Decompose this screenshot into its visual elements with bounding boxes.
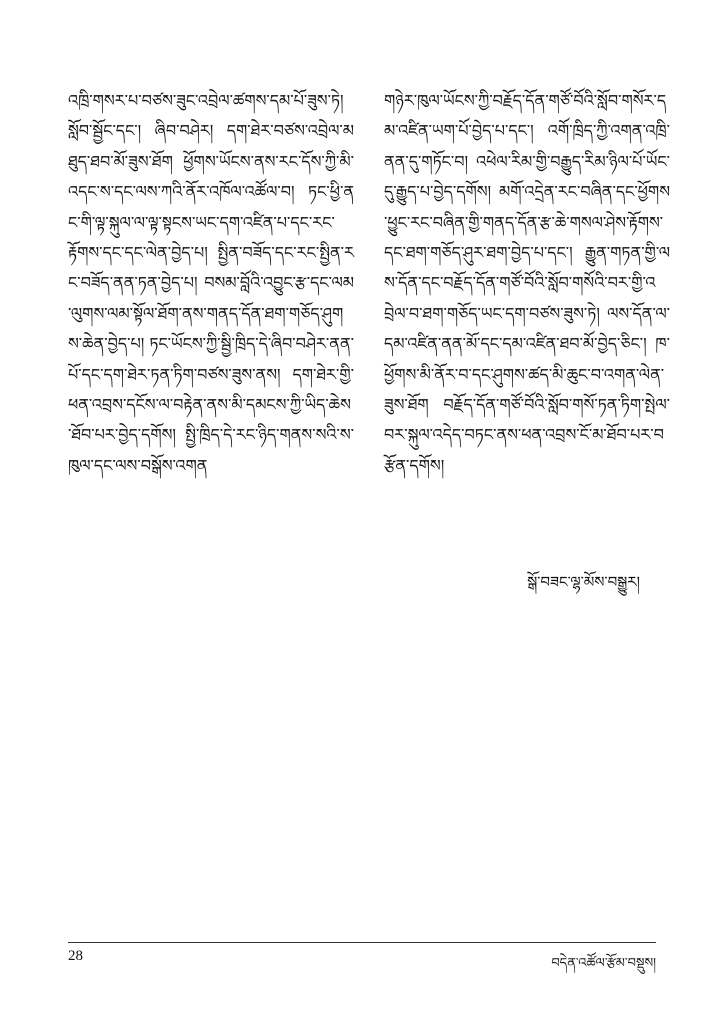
left-column bbox=[68, 86, 354, 481]
page-number: 28 bbox=[68, 948, 83, 964]
translator-signature: སྒོ་བཟང་ལྷ་མོས་བསྒྱུར། bbox=[527, 573, 640, 591]
footer-divider bbox=[68, 942, 656, 943]
right-column-text: གཉེར་ཁུལ་ཡོངས་ཀྱི་བརྗོད་དོན་གཙོ་བོའི་སློབ་གསོར་དམ་འཛིན་ཡག་པོ་བྱེད་པ་དང་། འགོ་ཁྲིད་ཀྱི་འགན་འཁྲི་ནན་དུ་གཏོང་བ། འཕེལ་རིམ་གྱི་བརྒྱུད་རིམ་ཉིལ་པོ་ཡོང་དུ་རྒྱུད་པ་བྱེད་དགོས། མགོ་འདྲེན་རང་བཞིན་དང་ཕྱོགས་ཕྱུང་རང་བཞིན་གྱི་གནད་དོན་རྩ་ཆེ་གསལ་ཤེས་རྟོགས་དང་ཐག་གཅོད་ཤུར་ཐག་བྱེད་པ་དང་། རྒྱུན་གཏན་གྱི་ལས་དོན་དང་བརྗོད་དོན་གཙོ་བོའི་སློབ་གསོའི་བར་གྱི་འབྲེལ་བ་ཐག་གཅོད་ཡང་དག་བཙས་ཟུས་ཏེ། ལས་དོན་ལ་དམ་འཛིན་ནན་མོ་དང་དམ་འཛིན་ཐབ་མོ་བྱེད་ཅིང་། ཁ་ཕྱོགས་མི་ནོར་བ་དང་ཤུགས་ཚད་མི་ཆུང་བ་འགན་ལེན་ཟུས་ཐོག བརྗོད་དོན་གཙོ་བོའི་སློབ་གསོ་ཏན་ཏིག་སྤེལ་བར་སྐུལ་འདེད་བཏང་ནས་ཕན་འབྲས་ངོ་མ་ཐོབ་པར་བརྩོན་དགོས། bbox=[384, 91, 670, 475]
left-column-text: འཁྲི་གསར་པ་བཙས་ཟུང་འབྲེལ་ཚགས་དམ་པོ་ཟུས་ཏེ། སློབ་སྦྱོང་དང་། ཞིབ་བཤེར། དག་ཐེར་བཙས་འབྲེལ་མཐུད་ཐབ་མོ་ཟུས་ཐོག ཕྱོགས་ཡོངས་ནས་རང་དོས་ཀྱི་མི་འདང་ས་དང་ལས་ཀའི་ནོར་འཁོལ་འཚོལ་བ། ཏང་ཕྱི་ནང་གི་ལྟ་སྐུལ་ལ་ལྟ་སྟངས་ཡང་དག་འཛིན་པ་དང་རང་རྟོགས་དང་དང་ལེན་བྱེད་པ། སྤྱིན་བཟོད་དང་རང་སྤྱིན་རང་བཟོད་ནན་ཏན་བྱེད་པ། བསམ་བློའི་འབྱུང་རྩ་དང་ལམ་ལུགས་ལམ་སྟོལ་ཐོག་ནས་གནད་དོན་ཐག་གཅོད་ཤུགས་ཆེན་བྱེད་པ། ཏང་ཡོངས་ཀྱི་སྦྱི་ཁྲིད་དེ་ཞིབ་བཤེར་ནན་པོ་དང་དག་ཐེར་ཏན་ཏིག་བཙས་ཟུས་ནས། དག་ཐེར་གྱི་ཕན་འབྲས་དངོས་ལ་བརྟེན་ནས་མི་དམངས་ཀྱི་ཡིད་ཆེས་ཐོབ་པར་བྱེད་དགོས། སྤྱི་ཁྲིད་དེ་རང་ཉིད་གནས་སའི་ས་ཁུལ་དང་ལས་བསྒོས་འགན bbox=[68, 91, 354, 475]
running-title: བདེན་འཚོལ་རྩོམ་བསྡུས། bbox=[551, 956, 656, 971]
right-column bbox=[384, 86, 670, 481]
